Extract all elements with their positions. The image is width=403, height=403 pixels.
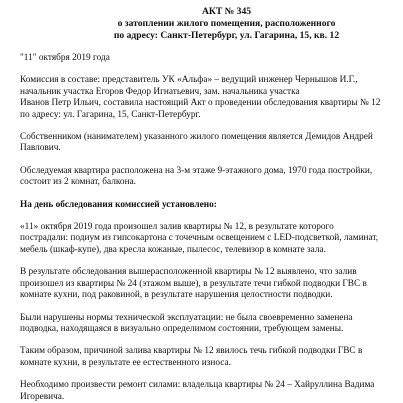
paragraph-line: «11» октября 2019 года произошел залив квартиры № 12, в результате которого bbox=[20, 222, 334, 233]
cause-paragraph bbox=[20, 346, 389, 369]
act-heading bbox=[64, 6, 389, 42]
paragraph-line: подводка, находящаяся в визуально определимом состоянии, требующем замены. bbox=[20, 323, 344, 334]
paragraph-line: Таким образом, причиной залива квартиры № 12 явилось течь гибкой подводки ГВС в bbox=[20, 346, 363, 357]
act-title: АКТ № 345 bbox=[201, 6, 252, 17]
paragraph-line: Павлович. bbox=[20, 143, 61, 154]
paragraph-line: пострадали: подиум из гипсокартона с точечным освещением с LED-подсветкой, ламинат, bbox=[20, 233, 379, 244]
act-subtitle: о затоплении жилого помещения, расположенного bbox=[117, 18, 336, 29]
act-date: "11" октября 2019 года bbox=[20, 53, 110, 63]
paragraph-line: В результате обследования вышерасположенной квартиры № 12 выявлено, что залив bbox=[20, 267, 357, 278]
result-paragraph bbox=[20, 267, 389, 301]
apartment-paragraph bbox=[20, 166, 389, 189]
violation-paragraph bbox=[20, 313, 389, 336]
paragraph-line: комнате кухни, под раковиной, в результате нарушения целостности подводки. bbox=[20, 290, 333, 301]
owner-paragraph bbox=[20, 132, 389, 155]
established-heading: На день обследования комиссией установлено: bbox=[20, 199, 217, 210]
paragraph-line: состоит из 2 комнат, балкона. bbox=[20, 177, 136, 188]
paragraph-line: по адресу: ул. Гагарина, 15, Санкт-Петербург. bbox=[20, 109, 201, 120]
paragraph-line: произошел из квартиры № 24 (этажом выше), в результате течи гибкой подводки ГВС в bbox=[20, 278, 367, 289]
paragraph-line: комнате кухни, в результате ее естественного износа. bbox=[20, 357, 231, 368]
commission-paragraph bbox=[20, 75, 389, 121]
paragraph-line: начальник участка Егоров Федор Игнатьевич, зам. начальника участка bbox=[20, 86, 300, 97]
paragraph-line: Комиссия в составе: представитель УК «Альфа» – ведущий инженер Чернышов И.Г., bbox=[20, 75, 358, 86]
act-address: по адресу: Санкт-Петербург, ул. Гагарина, 15, кв. 12 bbox=[113, 30, 340, 41]
paragraph-line: Были нарушены нормы технической эксплуатации: не была своевременно заменена bbox=[20, 312, 353, 323]
paragraph-line: Иванов Петр Ильич, составила настоящий Акт о проведении обследования квартиры № 12 bbox=[20, 98, 381, 109]
paragraph-line: Обследуемая квартира расположена на 3-м этаже 9-этажного дома, 1970 года постройки, bbox=[20, 165, 373, 176]
paragraph-line: Игоревича. bbox=[20, 391, 65, 402]
paragraph-line: Собственником (нанимателем) указанного жилого помещения является Демидов Андрей bbox=[20, 132, 373, 143]
paragraph-line: Необходимо произвести ремонт силами: владельца квартиры № 24 – Хайруллина Вадима bbox=[20, 380, 375, 391]
flood-paragraph bbox=[20, 222, 389, 256]
paragraph-line: мебель (шкаф-купе), два кресла кожаные, пылесос, телевизор в комнате зала. bbox=[20, 244, 326, 255]
